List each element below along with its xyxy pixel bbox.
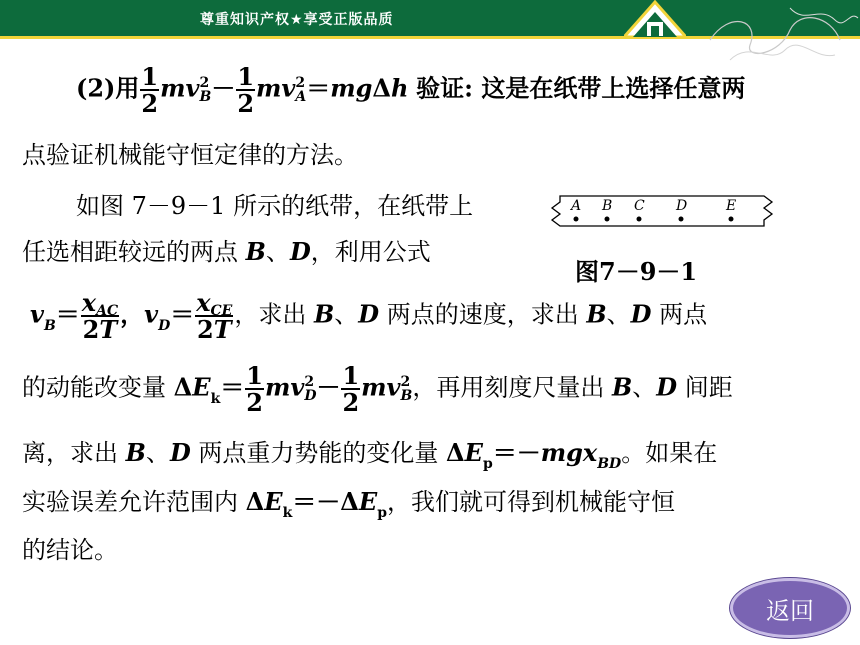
figure-caption: 图7－9－1	[575, 257, 698, 286]
tape-dot	[574, 217, 579, 222]
tape-dot	[729, 217, 734, 222]
paper-tape-figure	[548, 192, 776, 232]
fraction-half: $\frac{1}{2}$	[246, 361, 263, 418]
fraction-xac: $\frac{\text{xAC}}{2T}$	[81, 288, 119, 345]
velocity-formula-line: $v_B=$ $\frac{\text{xAC}}{2T}$ ，$v_D=$ $\frac{\text{xCE}}{2T}$ ，求出 B、D 两点的速度，求出 B、D 两点	[30, 288, 708, 345]
return-button-label: 返回	[766, 596, 814, 625]
fraction-xce: $\frac{\text{xCE}}{2T}$	[196, 288, 233, 345]
point-label-c: C	[634, 198, 645, 214]
point-label-e: E	[726, 198, 737, 214]
potential-energy-line: 离，求出 B、D 两点重力势能的变化量 $\Delta E_p=-mgx_{BD}$。如果在	[22, 438, 718, 472]
text-line: 点验证机械能守恒定律的方法。	[22, 141, 358, 169]
banner-slogan: 尊重知识产权★享受正版品质	[200, 12, 394, 28]
decorative-swirl-icon	[690, 0, 860, 70]
tape-dot	[679, 217, 684, 222]
point-label-d: D	[676, 198, 688, 214]
kinetic-energy-line: 的动能改变量 $\Delta E_k=$ $\frac{1}{2}$ mv 2 D － $\frac{1}{2}$ mv 2 B ，再用刻度尺量出 B、D 间距	[22, 361, 733, 418]
logo-icon	[624, 0, 686, 40]
point-label-a: A	[571, 198, 582, 214]
point-label-b: B	[602, 198, 613, 214]
formula-line: (2)用 $\frac{1}{2}$ mv 2 B － $\frac{1}{2}$ mv 2 A ＝mgΔh 验证: 这是在纸带上选择任意两	[76, 62, 746, 119]
return-button[interactable]	[730, 578, 850, 638]
verify-text: 验证: 这是在纸带上选择任意两	[416, 73, 746, 103]
tape-dot	[637, 217, 642, 222]
item-label: (2)用	[76, 73, 140, 103]
fraction-half: $\frac{1}{2}$	[237, 62, 255, 119]
fraction-half: $\frac{1}{2}$	[141, 62, 159, 119]
text-line: 任选相距较远的两点 B、D，利用公式	[22, 237, 431, 266]
tape-dot	[605, 217, 610, 222]
fraction-half: $\frac{1}{2}$	[342, 361, 360, 418]
conclusion-condition-line: 实验误差允许范围内 $\Delta E_k=-\Delta E_p$，我们就可得到机械能守恒	[22, 487, 675, 521]
text-line: 的结论。	[22, 536, 118, 564]
text-line: 如图 7－9－1 所示的纸带，在纸带上	[76, 192, 474, 220]
